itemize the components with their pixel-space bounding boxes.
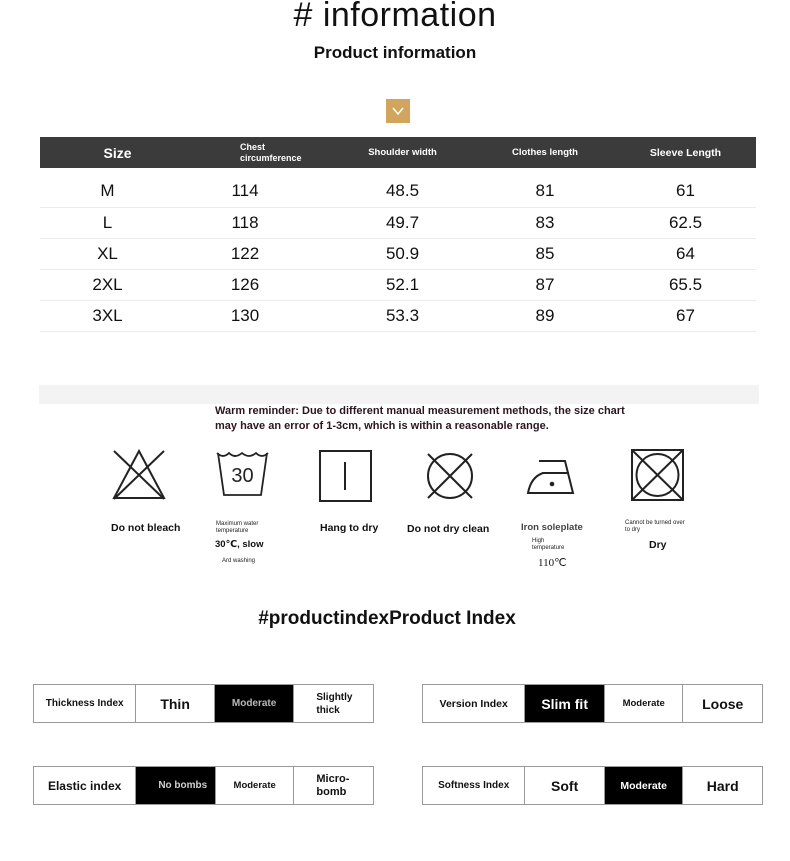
cell-sleeve: 67: [615, 301, 756, 332]
version-option-moderate: Moderate: [605, 685, 684, 722]
thickness-label: Thickness Index: [34, 685, 136, 722]
wash-tiny-bottom: Ard washing: [222, 558, 256, 564]
cell-length: 85: [475, 239, 615, 270]
reminder-line1: Warm reminder: Due to different manual measurement methods, the size chart: [215, 405, 625, 417]
cell-shoulder: 53.3: [330, 301, 475, 332]
cell-size: L: [40, 208, 195, 239]
care-label-bleach: Do not bleach: [111, 522, 181, 534]
table-row: [40, 168, 756, 208]
version-option-slim-fit: Slim fit: [525, 685, 605, 722]
care-label-iron: Iron soleplate: [521, 522, 583, 533]
cell-length: 87: [475, 270, 615, 301]
wash-30-icon: [215, 449, 270, 504]
elastic-option-micro-bomb: Micro-bomb: [316, 772, 350, 798]
thickness-option-slightly-thick: Slightly thick: [316, 691, 353, 716]
cell-size: 3XL: [40, 301, 195, 332]
chevron-down-icon: [386, 99, 410, 123]
cell-size: 2XL: [40, 270, 195, 301]
softness-index-table: [422, 766, 763, 805]
cell-size: XL: [40, 239, 195, 270]
wash-tiny-text: [216, 521, 258, 535]
care-label-wash: 30℃, slow: [215, 539, 264, 550]
cell-sleeve: 64: [615, 239, 756, 270]
cell-sleeve: 65.5: [615, 270, 756, 301]
elastic-index-table: [33, 766, 374, 805]
softness-label: Softness Index: [423, 767, 525, 804]
thickness-option-thin: Thin: [136, 685, 215, 722]
header-size: Size: [40, 137, 195, 168]
product-index-title: #productindexProduct Index: [258, 608, 516, 629]
cell-length: 89: [475, 301, 615, 332]
care-label-dryclean: Do not dry clean: [407, 523, 490, 535]
cell-chest: 114: [195, 168, 330, 208]
softness-option-soft: Soft: [525, 767, 605, 804]
no-tumble-dry-icon: [630, 448, 685, 507]
header-chest-line2: circumference: [240, 152, 302, 163]
header-shoulder: Shoulder width: [330, 137, 475, 168]
iron-icon: [525, 455, 580, 502]
version-label: Version Index: [423, 685, 525, 722]
table-row: [40, 301, 756, 332]
no-dry-clean-icon: [424, 450, 476, 507]
header-length: Clothes length: [475, 137, 615, 168]
version-option-loose: Loose: [702, 695, 744, 712]
header-chest-line1: Chest: [240, 141, 266, 152]
wash-tiny-line1: Maximum water: [216, 521, 259, 527]
cell-sleeve: 61: [615, 168, 756, 208]
cell-length: 81: [475, 168, 615, 208]
cell-chest: 130: [195, 301, 330, 332]
no-bleach-icon: [111, 448, 167, 507]
elastic-label: Elastic index: [34, 767, 136, 804]
tumble-tiny-line2: to dry: [625, 527, 641, 533]
cell-length: 83: [475, 208, 615, 239]
cell-shoulder: 50.9: [330, 239, 475, 270]
cell-chest: 118: [195, 208, 330, 239]
iron-temp-value: 110℃: [538, 557, 567, 569]
table-row: [40, 208, 756, 239]
cell-chest: 126: [195, 270, 330, 301]
tumble-tiny-text: [625, 520, 685, 534]
cell-sleeve: 62.5: [615, 208, 756, 239]
cell-shoulder: 49.7: [330, 208, 475, 239]
thickness-option-moderate: Moderate: [215, 685, 295, 722]
softness-option-moderate: Moderate: [605, 767, 684, 804]
iron-tiny-line1: High: [532, 538, 545, 544]
wash-tiny-line2: temperature: [216, 528, 249, 534]
tumble-tiny-line1: Cannot be turned over: [625, 520, 685, 526]
reminder-line2: may have an error of 1-3cm, which is within a reasonable range.: [215, 420, 549, 432]
size-table-header-row: [40, 137, 756, 168]
warm-reminder: [215, 404, 685, 434]
elastic-option-no-bombs: No bombs: [136, 767, 216, 804]
version-index-table: [422, 684, 763, 723]
cell-shoulder: 48.5: [330, 168, 475, 208]
care-label-hang: Hang to dry: [320, 522, 379, 534]
page-title: # information: [293, 0, 497, 34]
elastic-option-moderate: Moderate: [216, 767, 294, 804]
softness-option-hard: Hard: [706, 777, 739, 794]
thickness-index-table: [33, 684, 374, 723]
cell-shoulder: 52.1: [330, 270, 475, 301]
header-chest: [195, 137, 330, 168]
hang-dry-icon: [318, 449, 373, 508]
cell-size: M: [40, 168, 195, 208]
iron-tiny-line2: temperature: [532, 545, 565, 551]
header-sleeve: Sleeve Length: [615, 137, 756, 168]
cell-chest: 122: [195, 239, 330, 270]
table-row: [40, 270, 756, 301]
iron-tiny-text: [532, 538, 564, 552]
table-row: [40, 239, 756, 270]
divider-bar: [39, 385, 759, 404]
size-chart-table: [40, 137, 756, 332]
page-subtitle: Product information: [313, 43, 477, 62]
wash-temp-value: 30: [231, 465, 254, 487]
care-label-tumble: Dry: [649, 539, 667, 551]
